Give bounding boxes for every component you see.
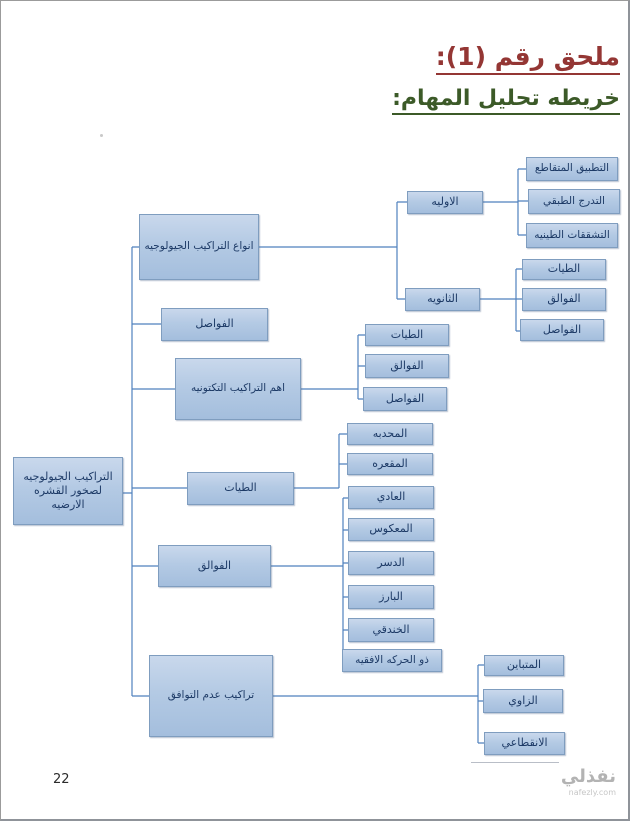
node-syncline: المقعره [347,453,433,475]
node-types-of-structures: انواع التراكيب الجيولوجيه [139,214,259,280]
watermark-line [471,762,559,763]
node-joints: الفواصل [161,308,268,341]
node-horst: البارز [348,585,434,609]
node-tectonic-structures: اهم التراكيب التكتونيه [175,358,301,420]
node-tectonic-faults: الفوالق [365,354,449,378]
node-secondary-faults: الفوالق [522,288,606,311]
node-graded-bedding: التدرج الطبقي [528,189,620,214]
node-mud-cracks: التشققات الطينيه [526,223,618,248]
node-thrust-fault: الدسر [348,551,434,575]
node-tectonic-folds: الطيات [365,324,449,346]
node-cross-bedding: التطبيق المتقاطع [526,157,618,181]
node-tectonic-joints: الفواصل [363,387,447,411]
node-folds: الطيات [187,472,294,505]
node-primary: الاوليه [407,191,483,214]
node-root-geological-structures: التراكيب الجيولوجيه لصخور القشره الارضيه [13,457,123,525]
node-unconformity-structures: تراكيب عدم التوافق [149,655,273,737]
node-nonconformity: المتباين [484,655,564,676]
node-secondary-joints: الفواصل [520,319,604,341]
node-angular-unconformity: الزاوي [483,689,563,713]
node-disconformity: الانقطاعي [484,732,565,755]
node-normal-fault: العادي [348,486,434,509]
node-secondary: الثانويه [405,288,480,311]
node-anticline: المحدبه [347,423,433,445]
page-number: 22 [53,772,70,787]
node-strike-slip: ذو الحركه الافقيه [342,649,442,672]
node-reverse-fault: المعكوس [348,518,434,541]
appendix-title: ملحق رقم (1): [436,43,620,75]
node-graben: الخندقي [348,618,434,642]
watermark-site: nafezly.com [568,788,616,797]
watermark-brand: نفذلي [560,766,616,787]
node-faults: الفوالق [158,545,271,587]
task-map-title: خريطه تحليل المهام: [392,87,620,115]
watermark [561,768,616,797]
node-secondary-folds: الطيات [522,259,606,280]
